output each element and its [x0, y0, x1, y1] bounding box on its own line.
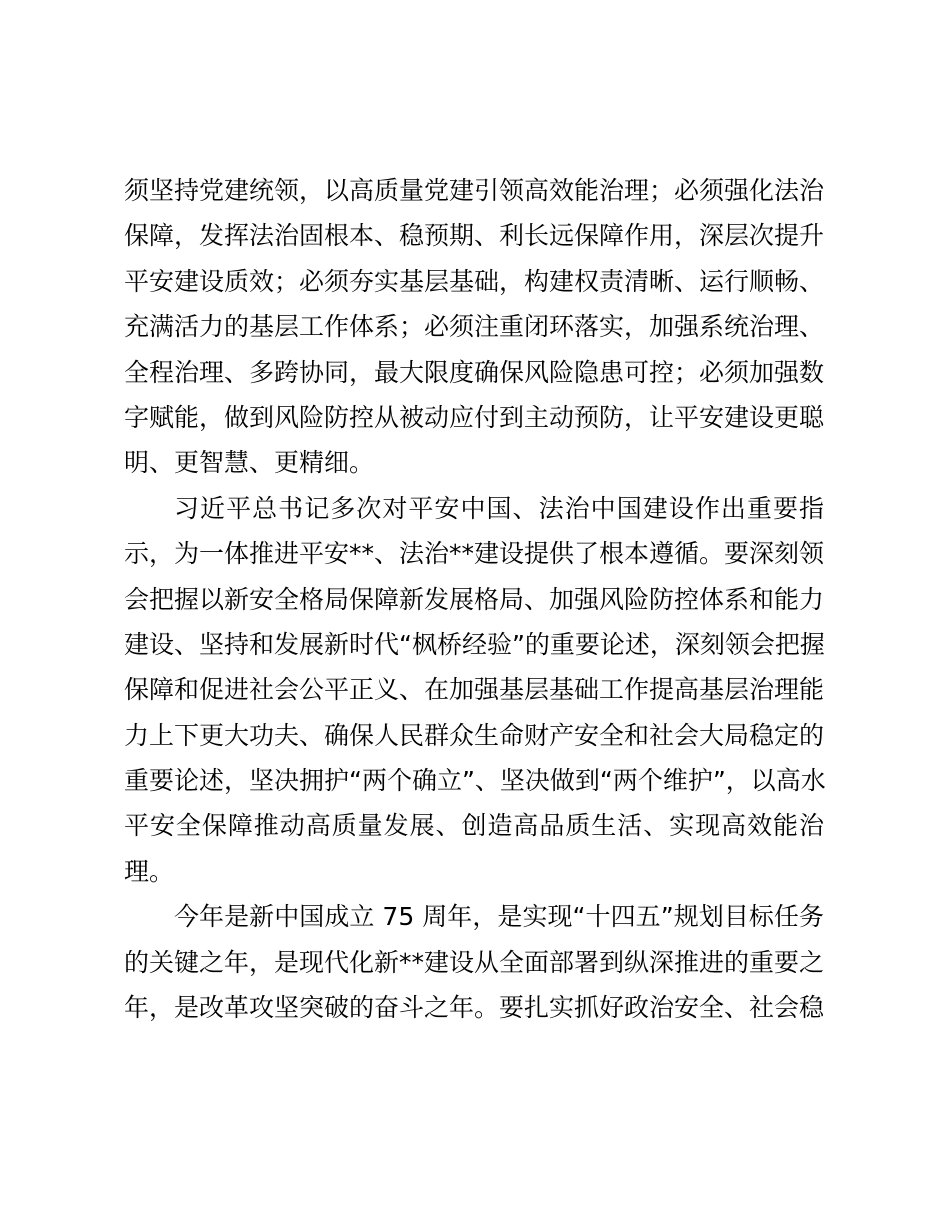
text-line: 全程治理、多跨协同，最大限度确保风险隐患可控；必须加强数 [124, 357, 825, 387]
text-line: 示，为一体推进平安**、法治**建设提供了根本遵循。要深刻领 [124, 539, 825, 569]
text-line: 明、更智慧、更精细。 [124, 448, 375, 478]
text-line: 今年是新中国成立 75 周年，是实现“十四五”规划目标任务 [174, 902, 824, 932]
text-line: 平安建设质效；必须夯实基层基础，构建权责清晰、运行顺畅、 [124, 266, 825, 296]
text-line: 保障，发挥法治固根本、稳预期、利长远保障作用，深层次提升 [124, 221, 825, 251]
text-line: 保障和促进社会公平正义、在加强基层基础工作提高基层治理能 [124, 675, 825, 705]
text-line: 会把握以新安全格局保障新发展格局、加强风险防控体系和能力 [124, 584, 825, 614]
text-line: 须坚持党建统领，以高质量党建引领高效能治理；必须强化法治 [124, 176, 825, 205]
text-line: 充满活力的基层工作体系；必须注重闭环落实，加强系统治理、 [124, 312, 825, 342]
text-line: 力上下更大功夫、确保人民群众生命财产安全和社会大局稳定的 [124, 720, 825, 750]
text-line: 年，是改革攻坚突破的奋斗之年。要扎实抓好政治安全、社会稳 [124, 993, 825, 1023]
text-line: 建设、坚持和发展新时代“枫桥经验”的重要论述，深刻领会把握 [124, 629, 825, 659]
text-line: 重要论述，坚决拥护“两个确立”、坚决做到“两个维护”，以高水 [124, 766, 826, 796]
text-line: 平安全保障推动高质量发展、创造高品质生活、实现高效能治 [124, 811, 824, 841]
text-line: 习近平总书记多次对平安中国、法治中国建设作出重要指 [174, 493, 824, 523]
text-line: 理。 [124, 856, 175, 886]
body-text [124, 168, 824, 1030]
text-line: 字赋能，做到风险防控从被动应付到主动预防，让平安建设更聪 [124, 402, 825, 432]
text-line: 的关键之年，是现代化新**建设从全面部署到纵深推进的重要之 [124, 947, 825, 977]
